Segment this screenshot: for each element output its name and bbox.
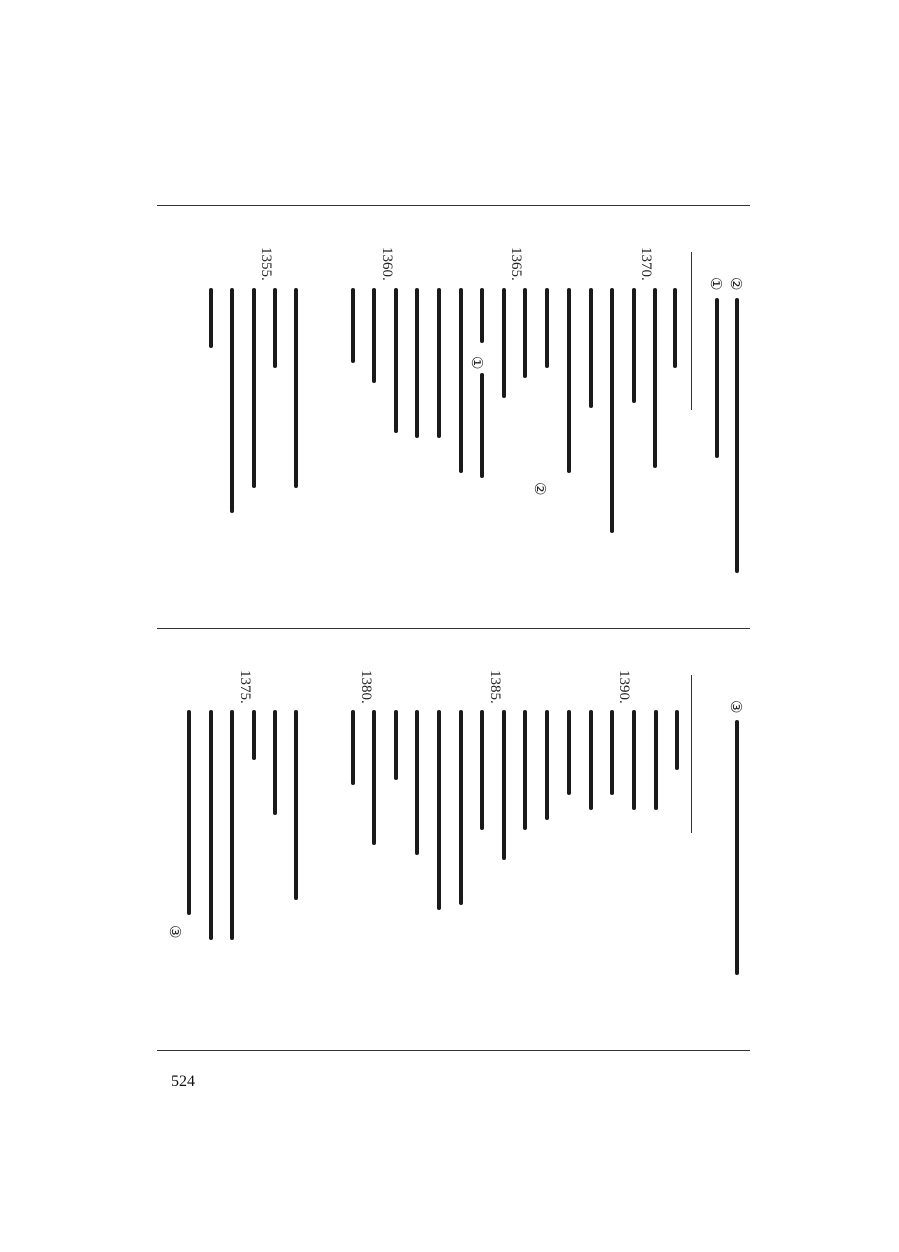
footnote-mark-3: ③ xyxy=(727,700,745,714)
line-number-1385: 1385. xyxy=(487,670,503,704)
line-number-1380: 1380. xyxy=(358,670,374,704)
line-number-1390: 1390. xyxy=(616,670,632,704)
line-number-1365: 1365. xyxy=(508,247,524,281)
bottom-rule xyxy=(157,1050,750,1051)
page-number: 524 xyxy=(171,1073,195,1090)
inline-mark-1: ① xyxy=(468,356,486,370)
footnote-separator-lower xyxy=(691,675,692,833)
line-number-1355: 1355. xyxy=(258,247,274,281)
line-number-1375: 1375. xyxy=(237,670,253,704)
middle-rule xyxy=(157,628,750,629)
footnote-mark-2: ② xyxy=(727,277,745,291)
footnote-separator-upper xyxy=(691,252,692,410)
footnote-mark-1: ① xyxy=(707,277,725,291)
top-rule xyxy=(157,205,750,206)
inline-mark-3: ③ xyxy=(166,925,184,939)
line-number-1360: 1360. xyxy=(379,247,395,281)
line-number-1370: 1370. xyxy=(638,247,654,281)
inline-mark-2: ② xyxy=(531,482,549,496)
